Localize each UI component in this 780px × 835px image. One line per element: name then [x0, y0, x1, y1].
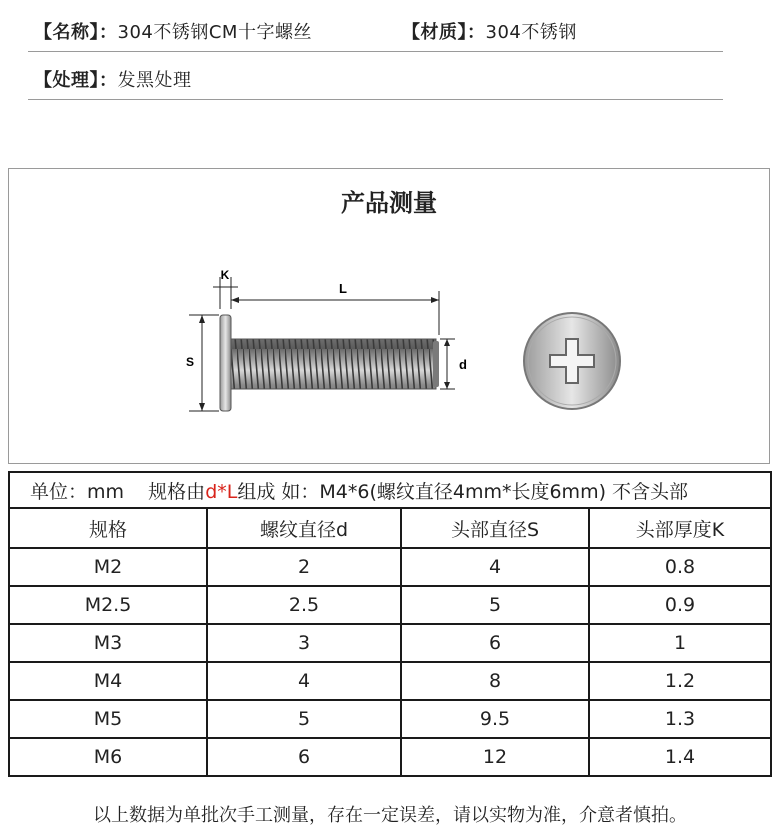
screw-shaft — [231, 339, 436, 389]
table-cell: 5 — [401, 586, 589, 624]
name-row — [34, 18, 312, 44]
table-cell: 1 — [589, 624, 771, 662]
screw-head — [220, 315, 231, 411]
label-l: L — [339, 281, 347, 296]
measure-title: 产品测量 — [341, 189, 437, 217]
table-cell: M4 — [9, 662, 207, 700]
divider — [28, 51, 723, 52]
table-header-row — [9, 508, 771, 548]
table-row — [9, 662, 771, 700]
name-key: 【名称】： — [34, 22, 118, 43]
table-cell: 8 — [401, 662, 589, 700]
table-row — [9, 586, 771, 624]
footer-disclaimer: 以上数据为单批次手工测量，存在一定误差，请以实物为准，介意者慎拍。 — [93, 805, 687, 826]
material-row — [402, 18, 577, 44]
header-cell: 螺纹直径d — [207, 508, 401, 548]
table-note — [9, 472, 771, 508]
label-k: K — [220, 268, 230, 282]
table-cell: 4 — [207, 662, 401, 700]
process-value: 发黑处理 — [117, 70, 192, 91]
measure-panel — [8, 168, 770, 464]
spec-table — [8, 471, 772, 777]
screw-tip — [433, 341, 439, 387]
table-cell: 0.8 — [589, 548, 771, 586]
table-row — [9, 738, 771, 776]
table-row — [9, 700, 771, 738]
table-cell: M3 — [9, 624, 207, 662]
table-cell: 5 — [207, 700, 401, 738]
note-highlight: d*L — [205, 480, 238, 503]
divider — [28, 99, 723, 100]
table-cell: 1.3 — [589, 700, 771, 738]
table-cell: 1.4 — [589, 738, 771, 776]
process-row — [34, 66, 192, 92]
label-d: d — [459, 357, 467, 372]
table-note-row — [9, 472, 771, 508]
table-cell: 12 — [401, 738, 589, 776]
table-cell: 3 — [207, 624, 401, 662]
label-s: S — [185, 355, 195, 369]
material-value: 304不锈钢 — [485, 22, 577, 43]
table-cell: 2.5 — [207, 586, 401, 624]
note-suffix: 组成 如：M4*6(螺纹直径4mm*长度6mm) 不含头部 — [237, 480, 689, 503]
header-cell: 头部厚度K — [589, 508, 771, 548]
table-cell: 0.9 — [589, 586, 771, 624]
table-cell: M5 — [9, 700, 207, 738]
table-cell: 6 — [207, 738, 401, 776]
table-cell: 2 — [207, 548, 401, 586]
table-cell: 9.5 — [401, 700, 589, 738]
material-key: 【材质】： — [402, 22, 486, 43]
note-prefix: 单位：mm 规格由 — [30, 480, 206, 503]
header-cell: 规格 — [9, 508, 207, 548]
table-cell: 1.2 — [589, 662, 771, 700]
screw-drawing — [9, 169, 769, 463]
table-cell: 6 — [401, 624, 589, 662]
process-key: 【处理】： — [34, 70, 118, 91]
table-cell: M2 — [9, 548, 207, 586]
table-row — [9, 624, 771, 662]
table-row — [9, 548, 771, 586]
header-cell: 头部直径S — [401, 508, 589, 548]
table-cell: M6 — [9, 738, 207, 776]
name-value: 304不锈钢CM十字螺丝 — [117, 22, 312, 43]
table-cell: 4 — [401, 548, 589, 586]
table-cell: M2.5 — [9, 586, 207, 624]
